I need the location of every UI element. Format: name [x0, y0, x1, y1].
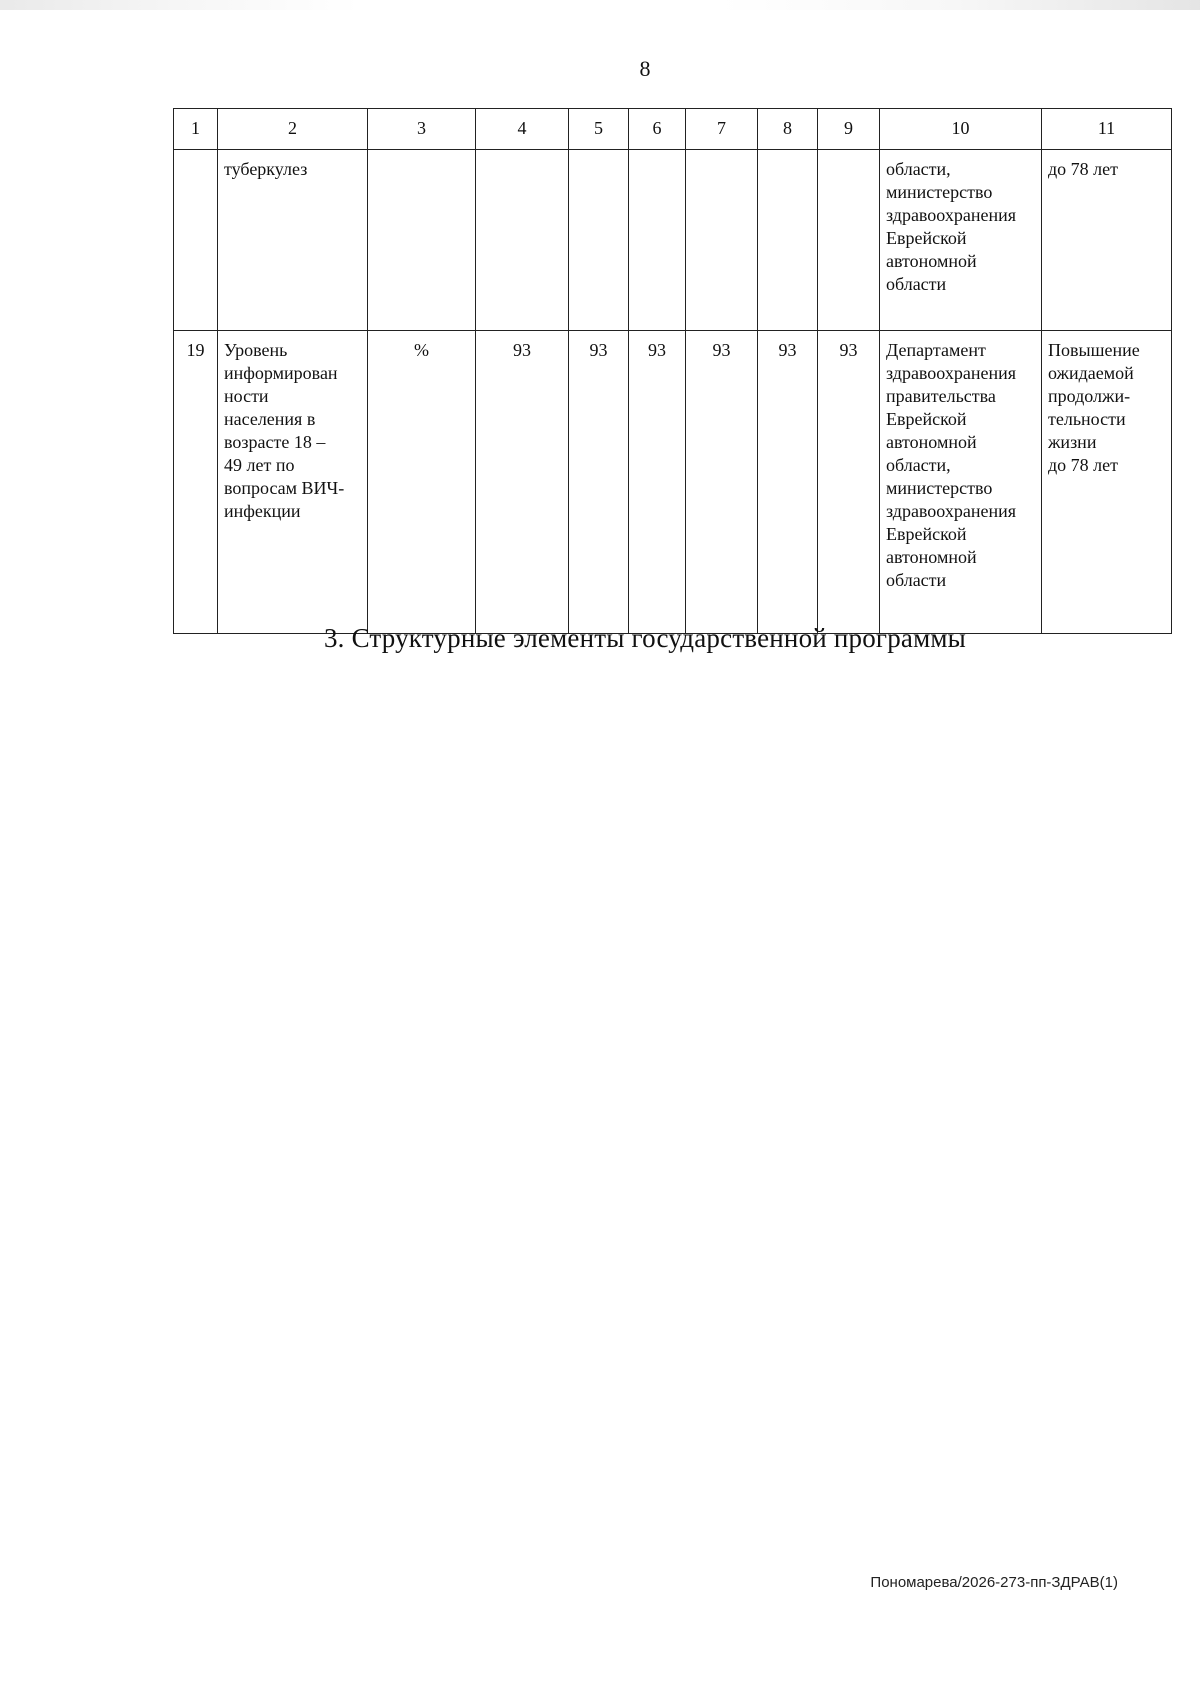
goal-link-cell: Повышение ожидаемой продолжи- тельности жизни до 78 лет	[1042, 331, 1172, 634]
value-cell: 93	[629, 331, 686, 634]
column-header: 10	[880, 109, 1042, 150]
unit-cell	[368, 150, 476, 331]
column-header: 1	[174, 109, 218, 150]
table-row	[174, 331, 1172, 634]
value-cell: 93	[569, 331, 629, 634]
column-header: 5	[569, 109, 629, 150]
value-cell: 93	[758, 331, 818, 634]
value-cell	[569, 150, 629, 331]
value-cell	[758, 150, 818, 331]
unit-cell: %	[368, 331, 476, 634]
value-cell: 93	[476, 331, 569, 634]
row-number-cell: 19	[174, 331, 218, 634]
column-header: 8	[758, 109, 818, 150]
column-header: 6	[629, 109, 686, 150]
scan-edge-artifact	[0, 0, 1200, 10]
indicator-name-cell: туберкулез	[218, 150, 368, 331]
table-header-row	[174, 109, 1172, 150]
value-cell	[818, 150, 880, 331]
responsible-cell: области, министерство здравоохранения Еврейской автономной области	[880, 150, 1042, 331]
responsible-cell: Департамент здравоохранения правительства Еврейской автономной области, министерство здравоохранения Еврейской автономной области	[880, 331, 1042, 634]
column-header: 7	[686, 109, 758, 150]
value-cell	[629, 150, 686, 331]
document-footer-code: Пономарева/2026-273-пп-ЗДРАВ(1)	[870, 1574, 1118, 1591]
page-number: 8	[639, 56, 651, 81]
value-cell	[686, 150, 758, 331]
column-header: 11	[1042, 109, 1172, 150]
row-number-cell	[174, 150, 218, 331]
column-header: 2	[218, 109, 368, 150]
section-heading: 3. Структурные элементы государственной программы	[323, 623, 967, 653]
column-header: 4	[476, 109, 569, 150]
indicators-table	[173, 108, 1172, 634]
table-row	[174, 150, 1172, 331]
indicator-name-cell: Уровень информирован ности населения в возрасте 18 – 49 лет по вопросам ВИЧ- инфекции	[218, 331, 368, 634]
goal-link-cell: до 78 лет	[1042, 150, 1172, 331]
column-header: 3	[368, 109, 476, 150]
value-cell: 93	[818, 331, 880, 634]
value-cell	[476, 150, 569, 331]
column-header: 9	[818, 109, 880, 150]
value-cell: 93	[686, 331, 758, 634]
